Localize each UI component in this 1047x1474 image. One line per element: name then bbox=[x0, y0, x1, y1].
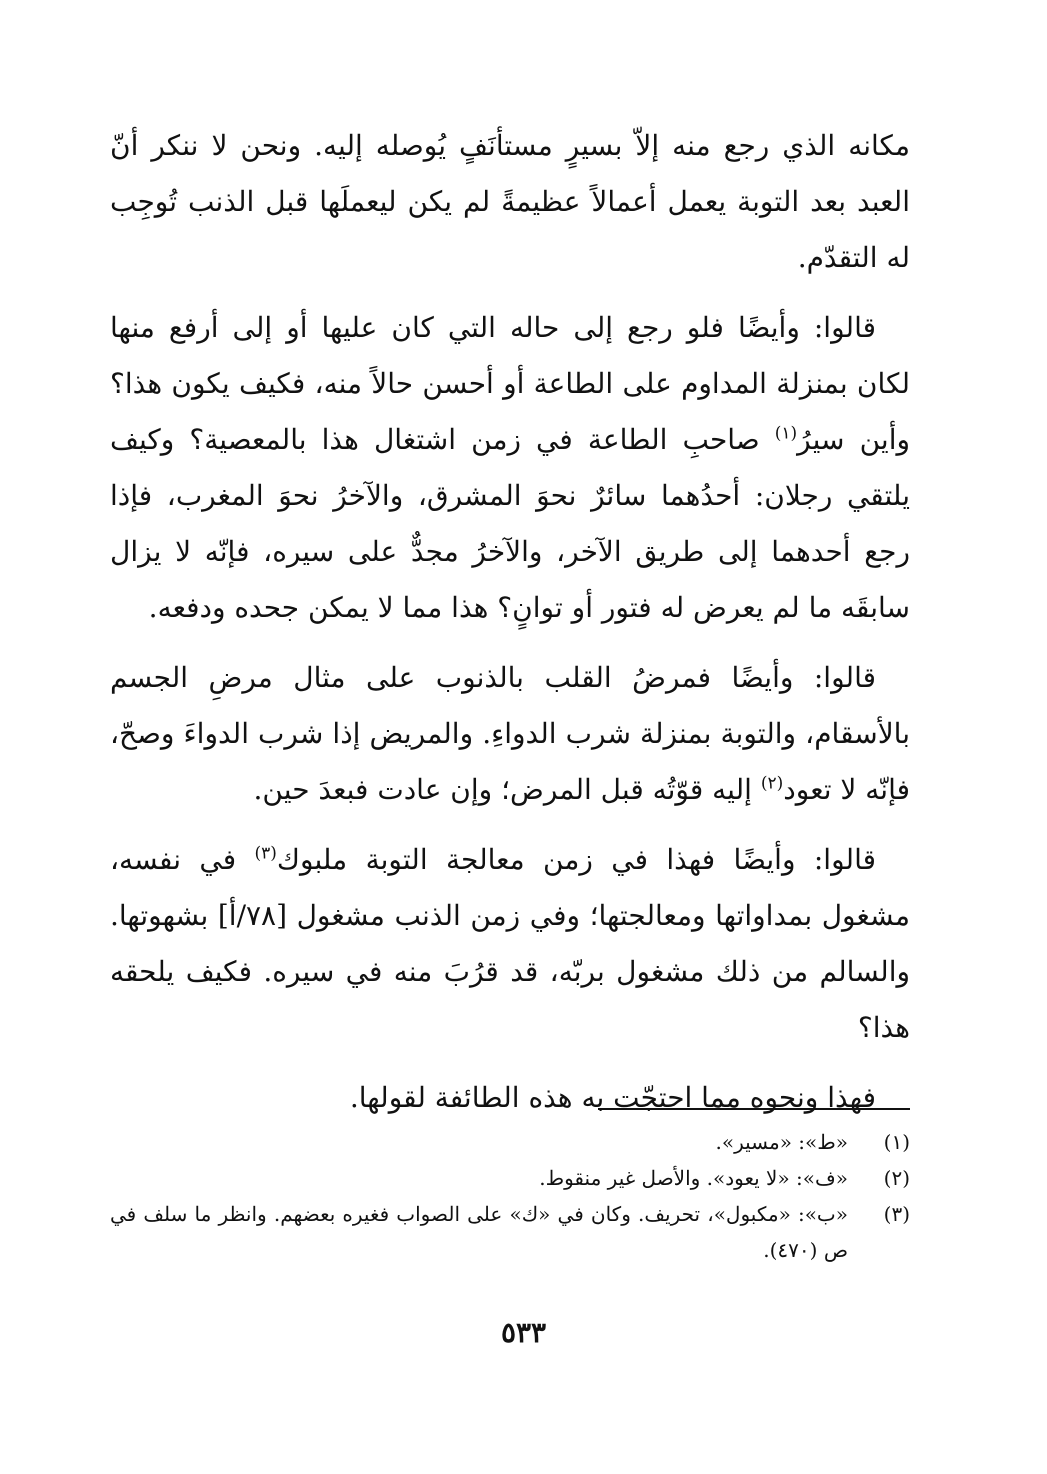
paragraph-4-text-start: قالوا: وأيضًا فهذا في زمن معالجة التوبة ملبوك bbox=[276, 843, 876, 876]
page-number: ٥٣٣ bbox=[500, 1316, 547, 1349]
paragraph-5-text: فهذا ونحوه مما احتجّت به هذه الطائفة لقولها. bbox=[349, 1081, 876, 1114]
paragraph-4 bbox=[110, 832, 910, 1056]
paragraph-3-text-end: إليه قوّتُه قبل المرض؛ وإن عادت فبعدَ حين. bbox=[253, 773, 761, 806]
footnote-1 bbox=[110, 1124, 910, 1160]
paragraph-2 bbox=[110, 300, 910, 636]
footnote-number: (٢) bbox=[883, 1166, 910, 1190]
footnote-2 bbox=[110, 1160, 910, 1196]
paragraph-2-text-end: صاحبِ الطاعة في زمن اشتغال هذا بالمعصية؟ وكيف يلتقي رجلان: أحدُهما سائرٌ نحوَ المشرق، والآخرُ نحوَ المغرب، فإذا رجع أحدهما إلى طريق الآخر، والآخرُ مجدٌّ على سيره، فإنّه لا يزال سابقَه ما لم يعرض له فتور أو توانٍ؟ هذا مما لا يمكن جحده ودفعه. bbox=[110, 423, 910, 624]
footnote-ref-2[interactable]: (٢) bbox=[760, 773, 784, 794]
footnotes bbox=[110, 1124, 910, 1268]
footnote-number: (١) bbox=[883, 1130, 910, 1154]
paragraph-1-text: مكانه الذي رجع منه إلاّ بسيرٍ مستأنَفٍ يُوصله إليه. ونحن لا ننكر أنّ العبد بعد التوبة يعمل أعمالاً عظيمةً لم يكن ليعملَها قبل الذنب تُوجِب له التقدّم. bbox=[110, 129, 910, 274]
paragraph-2-text-start: قالوا: وأيضًا فلو رجع إلى حاله التي كان عليها أو إلى أرفع منها لكان بمنزلة المداوم على الطاعة أو أحسن حالاً منه، فكيف يكون هذا؟ وأين سيرُ bbox=[110, 311, 911, 456]
footnote-text: «ب»: «مكبول»، تحريف. وكان في «ك» على الصواب فغيره بعضهم. وانظر ما سلف في ص (٤٧٠). bbox=[110, 1202, 848, 1262]
footnote-separator bbox=[598, 1108, 910, 1110]
footnote-ref-3[interactable]: (٣) bbox=[254, 843, 277, 864]
footnote-ref-1[interactable]: (١) bbox=[774, 423, 798, 444]
paragraph-5 bbox=[110, 1070, 910, 1126]
footnote-number: (٣) bbox=[883, 1202, 910, 1226]
paragraph-4-text-end: في نفسه، مشغول بمداواتها ومعالجتها؛ وفي زمن الذنب مشغول [٧٨/أ] بشهوتها. والسالم من ذلك مشغول بربّه، قد قرُبَ منه في سيره. فكيف يلحقه هذا؟ bbox=[110, 843, 911, 1044]
main-text bbox=[110, 118, 910, 1126]
footnote-3 bbox=[110, 1196, 910, 1268]
footnote-text: «ط»: «مسير». bbox=[715, 1130, 848, 1154]
paragraph-1 bbox=[110, 118, 910, 286]
paragraph-3-text-start: قالوا: وأيضًا فمرضُ القلب بالذنوب على مثال مرضِ الجسم بالأسقام، والتوبة بمنزلة شرب الدواءِ. والمريض إذا شرب الدواءَ وصحّ، فإنّه لا تعود bbox=[110, 661, 910, 806]
footnote-text: «ف»: «لا يعود». والأصل غير منقوط. bbox=[539, 1166, 848, 1190]
paragraph-3 bbox=[110, 650, 910, 818]
